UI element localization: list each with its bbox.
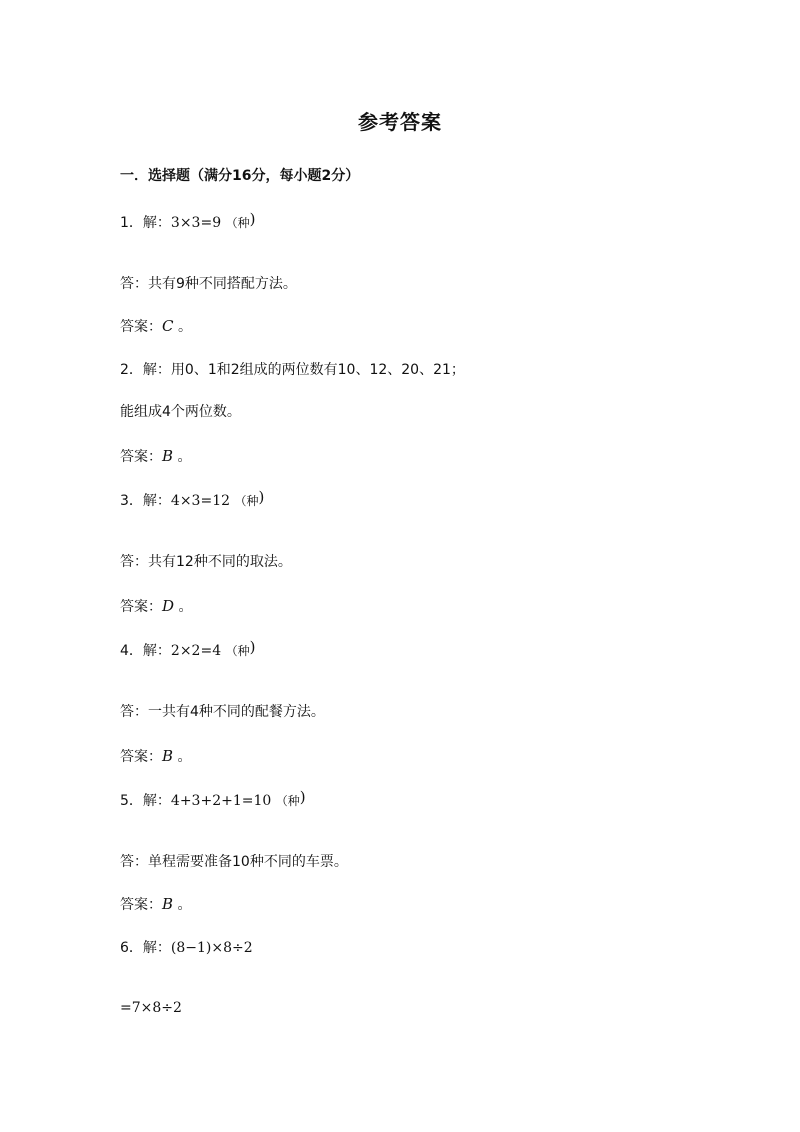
q2-label: 2．解： [120,362,171,378]
q1-answer: 答：共有9种不同搭配方法。 [120,276,297,292]
q4-unit-close: ) [249,638,256,656]
q3-choice-end: 。 [178,599,193,615]
q1-choice-letter: C [162,317,174,335]
q4-choice-end: 。 [177,749,192,765]
q1-choice-end: 。 [177,319,192,335]
section-heading: 一．选择题（满分16分，每小题2分） [120,168,360,184]
q6-step2: =7×8÷2 [120,1000,182,1016]
q4-answer: 答：一共有4种不同的配餐方法。 [120,704,325,720]
q1-choice-label: 答案： [120,319,162,335]
q4-choice-letter: B [162,747,174,765]
q4-choice-label: 答案： [120,749,162,765]
q6-solution [120,938,253,958]
q1-label: 1．解： [120,215,171,231]
q4-choice [120,746,191,767]
q5-choice-letter: B [162,895,174,913]
q3-label: 3．解： [120,493,171,509]
q4-solution [120,640,255,661]
q3-expression: 4×3=12 [170,493,231,509]
q5-expression: 4+3+2+1=10 [170,793,272,809]
q5-choice-label: 答案： [120,897,162,913]
q5-answer: 答：单程需要准备10种不同的车票。 [120,854,348,870]
q5-unit-close: ) [299,788,306,806]
q4-label: 4．解： [120,643,171,659]
q2-choice-end: 。 [177,449,192,465]
q5-solution [120,790,306,811]
q6-label: 6．解： [120,940,171,956]
q5-choice [120,894,191,915]
q3-solution [120,490,264,511]
q4-expression: 2×2=4 [170,643,222,659]
q5-label: 5．解： [120,793,171,809]
q2-solution [120,360,465,380]
q3-choice-letter: D [162,597,175,615]
q1-solution [120,212,255,233]
page-title: 参考答案 [358,110,442,134]
q5-unit: （种 [275,794,300,808]
q1-expression: 3×3=9 [170,215,222,231]
q5-choice-end: 。 [177,897,192,913]
q2-choice [120,446,191,467]
q1-unit: （种 [225,216,250,230]
q3-unit-close: ) [258,488,265,506]
q4-unit: （种 [225,644,250,658]
q2-line2: 能组成4个两位数。 [120,404,241,420]
q6-expression: (8−1)×8÷2 [170,940,253,956]
q3-answer: 答：共有12种不同的取法。 [120,554,292,570]
q2-choice-label: 答案： [120,449,162,465]
q3-unit: （种 [234,494,259,508]
q3-choice [120,596,192,617]
q1-choice [120,316,192,337]
q2-line1: 用0、1和2组成的两位数有10、12、20、21； [170,362,465,378]
q3-choice-label: 答案： [120,599,162,615]
q1-unit-close: ) [249,210,256,228]
q2-choice-letter: B [162,447,174,465]
